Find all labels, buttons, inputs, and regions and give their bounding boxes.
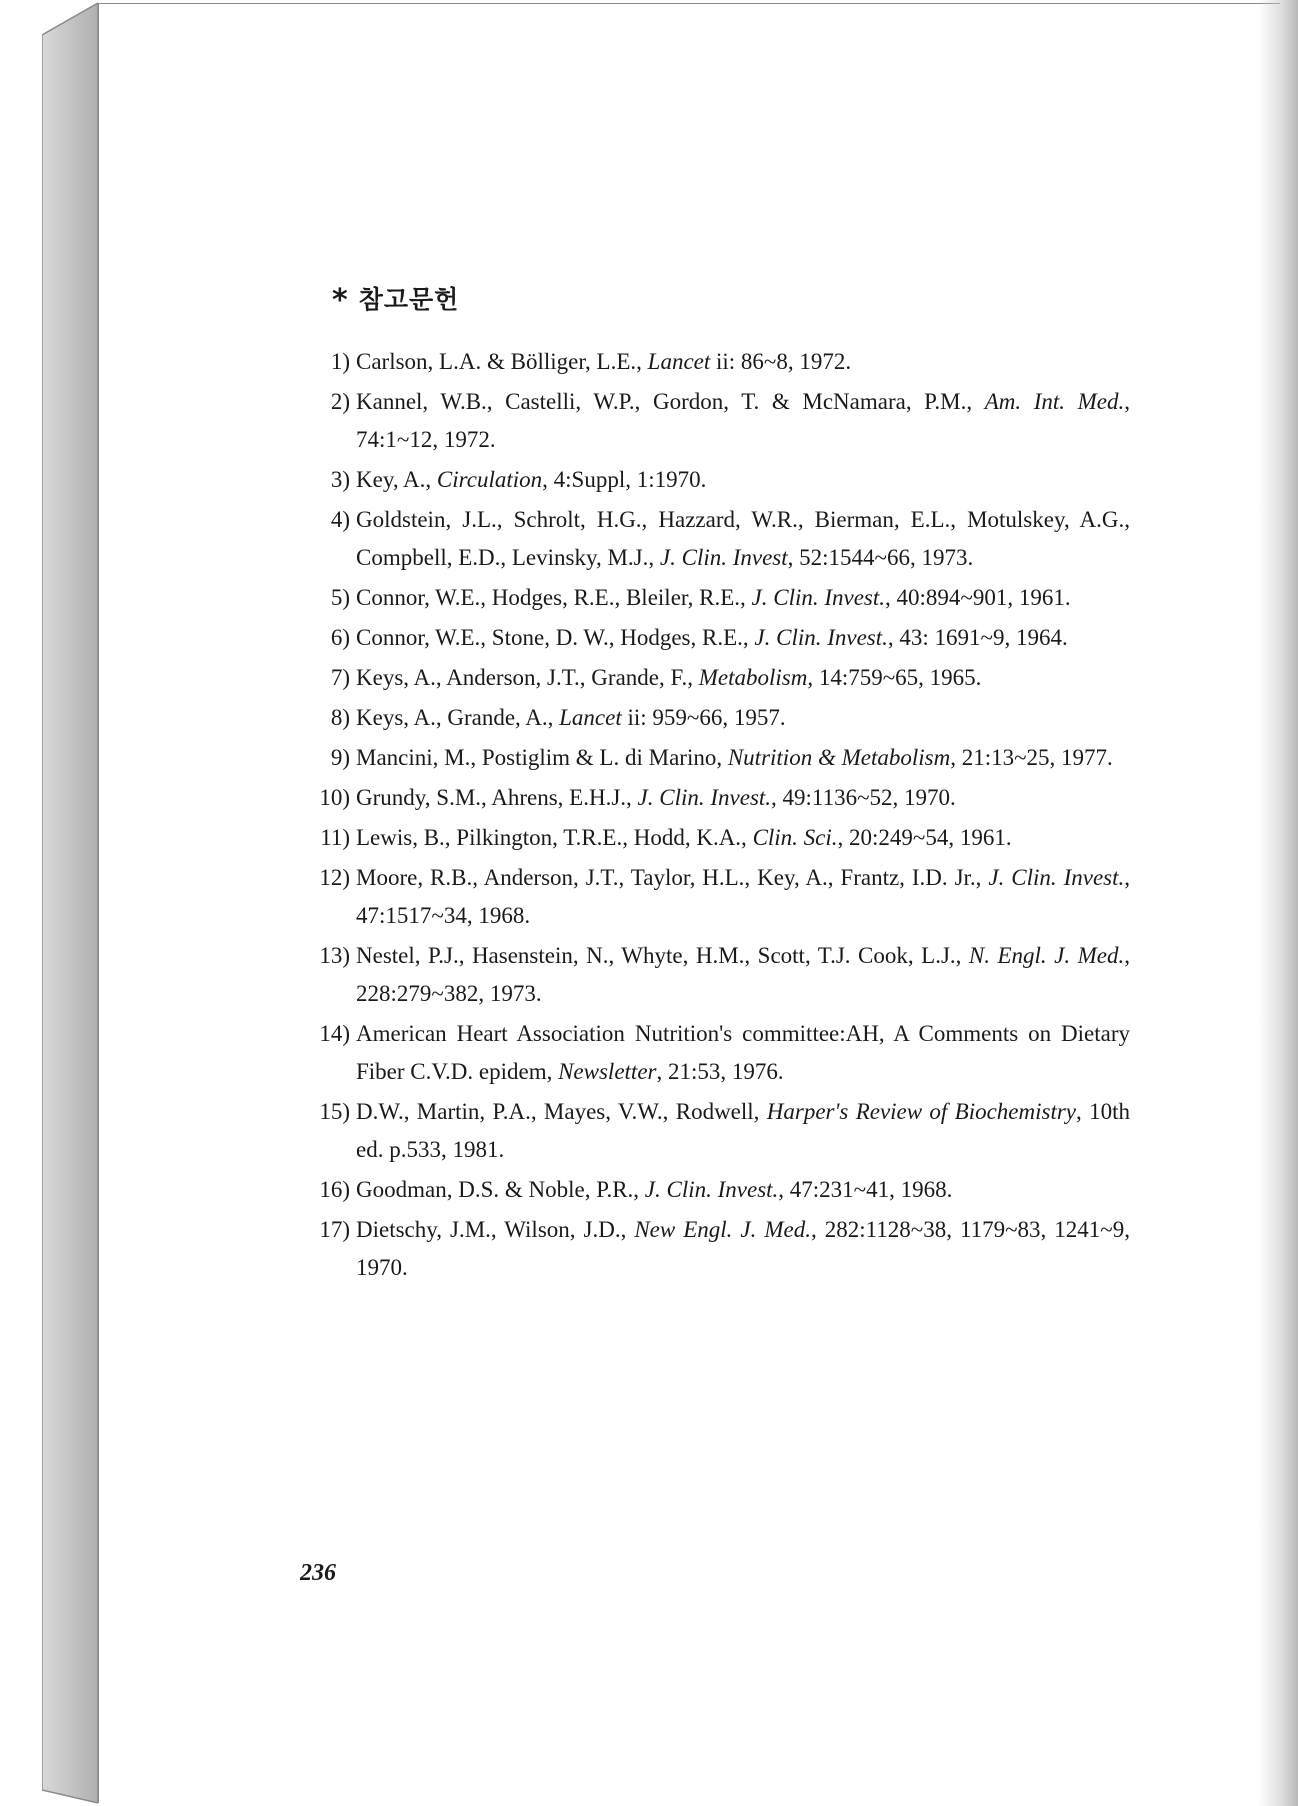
reference-text: Connor, W.E., Hodges, R.E., Bleiler, R.E., J. Clin. Invest., 40:894~901, 1961. bbox=[356, 585, 1071, 610]
reference-number: 6) bbox=[330, 625, 350, 650]
reference-number: 3) bbox=[330, 467, 350, 492]
reference-number: 16) bbox=[319, 1177, 350, 1202]
reference-item bbox=[300, 343, 1130, 381]
reference-text: Goodman, D.S. & Noble, P.R., J. Clin. Invest., 47:231~41, 1968. bbox=[356, 1177, 953, 1202]
reference-item bbox=[300, 819, 1130, 857]
reference-text: Key, A., Circulation, 4:Suppl, 1:1970. bbox=[356, 467, 707, 492]
reference-text: Goldstein, J.L., Schrolt, H.G., Hazzard, W.R., Bierman, E.L., Motulskey, A.G., Compbell, E.D., Levinsky, M.J., J. Clin. Invest, 52:1544~66, 1973. bbox=[356, 507, 1130, 570]
reference-number: 13) bbox=[319, 943, 350, 968]
reference-text: Keys, A., Anderson, J.T., Grande, F., Metabolism, 14:759~65, 1965. bbox=[356, 665, 982, 690]
reference-item bbox=[300, 699, 1130, 737]
reference-item bbox=[300, 859, 1130, 935]
reference-text: American Heart Association Nutrition's committee:AH, A Comments on Dietary Fiber C.V.D. epidem, Newsletter, 21:53, 1976. bbox=[356, 1021, 1130, 1084]
reference-item bbox=[300, 383, 1130, 459]
reference-text: Kannel, W.B., Castelli, W.P., Gordon, T. & McNamara, P.M., Am. Int. Med., 74:1~12, 1972. bbox=[356, 389, 1131, 452]
reference-item bbox=[300, 1171, 1130, 1209]
heading-text: 참고문헌 bbox=[358, 285, 460, 314]
reference-number: 5) bbox=[330, 585, 350, 610]
reference-text: Moore, R.B., Anderson, J.T., Taylor, H.L., Key, A., Frantz, I.D. Jr., J. Clin. Invest., 47:1517~34, 1968. bbox=[356, 865, 1131, 928]
reference-text: Lewis, B., Pilkington, T.R.E., Hodd, K.A., Clin. Sci., 20:249~54, 1961. bbox=[356, 825, 1012, 850]
reference-text: D.W., Martin, P.A., Mayes, V.W., Rodwell, Harper's Review of Biochemistry, 10th ed. p.533, 1981. bbox=[356, 1099, 1130, 1162]
reference-number: 4) bbox=[330, 507, 350, 532]
reference-number: 12) bbox=[319, 865, 350, 890]
page-number: 236 bbox=[300, 1560, 336, 1586]
reference-number: 1) bbox=[330, 349, 350, 374]
reference-list bbox=[300, 343, 1130, 1289]
book-spine-edge bbox=[42, 0, 98, 1806]
reference-number: 15) bbox=[319, 1099, 350, 1124]
reference-number: 8) bbox=[330, 705, 350, 730]
references-heading bbox=[332, 280, 459, 318]
reference-text: Nestel, P.J., Hasenstein, N., Whyte, H.M., Scott, T.J. Cook, L.J., N. Engl. J. Med., 228:279~382, 1973. bbox=[356, 943, 1131, 1006]
reference-number: 10) bbox=[319, 785, 350, 810]
asterisk-icon: * bbox=[332, 283, 349, 318]
reference-item bbox=[300, 659, 1130, 697]
reference-item bbox=[300, 1093, 1130, 1169]
reference-number: 17) bbox=[319, 1217, 350, 1242]
reference-item bbox=[300, 501, 1130, 577]
reference-number: 7) bbox=[330, 665, 350, 690]
reference-item bbox=[300, 1015, 1130, 1091]
reference-number: 11) bbox=[320, 825, 350, 850]
reference-number: 2) bbox=[330, 389, 350, 414]
reference-text: Carlson, L.A. & Bölliger, L.E., Lancet ii: 86~8, 1972. bbox=[356, 349, 852, 374]
page-edge-shadow bbox=[1258, 0, 1298, 1806]
reference-number: 9) bbox=[330, 745, 350, 770]
reference-text: Grundy, S.M., Ahrens, E.H.J., J. Clin. Invest., 49:1136~52, 1970. bbox=[356, 785, 956, 810]
reference-item bbox=[300, 739, 1130, 777]
reference-item bbox=[300, 461, 1130, 499]
reference-text: Keys, A., Grande, A., Lancet ii: 959~66, 1957. bbox=[356, 705, 786, 730]
reference-item bbox=[300, 579, 1130, 617]
reference-item bbox=[300, 779, 1130, 817]
reference-item bbox=[300, 619, 1130, 657]
reference-item bbox=[300, 937, 1130, 1013]
reference-number: 14) bbox=[319, 1021, 350, 1046]
reference-text: Mancini, M., Postiglim & L. di Marino, Nutrition & Metabolism, 21:13~25, 1977. bbox=[356, 745, 1113, 770]
reference-text: Dietschy, J.M., Wilson, J.D., New Engl. J. Med., 282:1128~38, 1179~83, 1241~9, 1970. bbox=[356, 1217, 1130, 1280]
reference-text: Connor, W.E., Stone, D. W., Hodges, R.E., J. Clin. Invest., 43: 1691~9, 1964. bbox=[356, 625, 1068, 650]
reference-item bbox=[300, 1211, 1130, 1287]
